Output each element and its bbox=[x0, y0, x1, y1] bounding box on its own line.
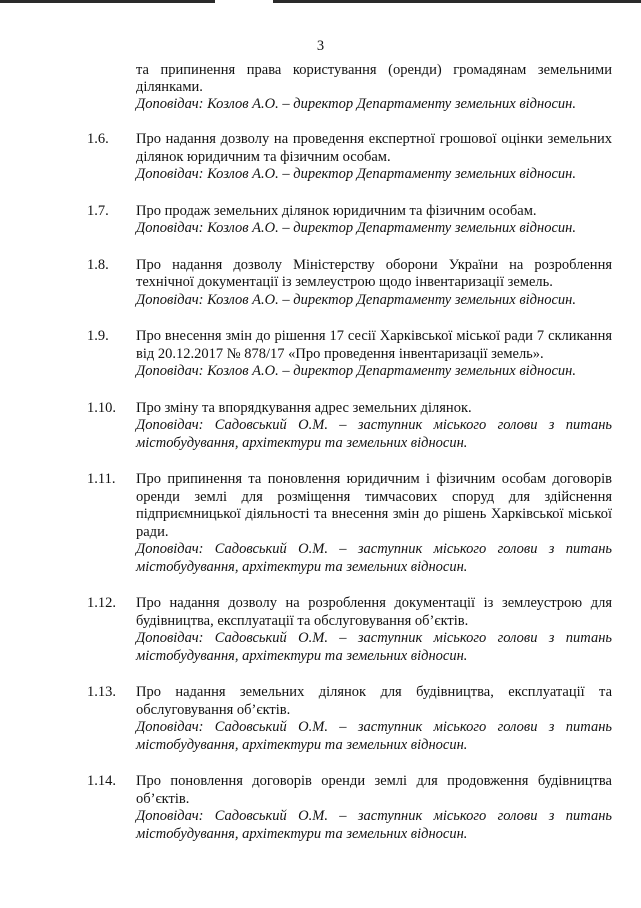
agenda-item-number: 1.11. bbox=[87, 471, 116, 487]
agenda-item-number: 1.7. bbox=[87, 202, 109, 219]
agenda-item-body bbox=[136, 684, 612, 754]
agenda-item bbox=[0, 131, 641, 184]
agenda-item-title: Про надання дозволу Міністерству оборони України на розроблення технічної документації із землеустрою щодо інвентаризації земель. bbox=[136, 256, 612, 290]
agenda-item-body bbox=[136, 131, 612, 184]
agenda-item-body bbox=[136, 595, 612, 665]
agenda-item-title: Про поновлення договорів оренди землі для продовження будівництва об’єктів. bbox=[136, 773, 612, 807]
page-number: 3 bbox=[316, 38, 325, 54]
agenda-item-speaker: Доповідач: Козлов А.О. – директор Департаменту земельних відносин. bbox=[136, 363, 576, 379]
agenda-item-number: 1.13. bbox=[87, 684, 116, 700]
agenda-item-title: Про надання земельних ділянок для будівництва, експлуатації та обслуговування об’єктів. bbox=[136, 684, 612, 718]
agenda-item-body bbox=[136, 203, 612, 238]
agenda-item-title: Про продаж земельних ділянок юридичним та фізичним особам. bbox=[136, 202, 537, 219]
scan-top-edge bbox=[0, 0, 641, 3]
agenda-item-number: 1.14. bbox=[87, 773, 116, 789]
agenda-item-speaker: Доповідач: Козлов А.О. – директор Департаменту земельних відносин. bbox=[136, 96, 576, 112]
agenda-item bbox=[0, 328, 641, 381]
agenda-item-speaker: Доповідач: Садовський О.М. – заступник міського голови з питань містобудування, архітектури та земельних відносин. bbox=[136, 808, 612, 842]
agenda-item-number: 1.9. bbox=[87, 328, 109, 344]
agenda-item bbox=[0, 684, 641, 754]
agenda-item-title: та припинення права користування (оренди) громадянам земельними ділянками. bbox=[136, 62, 612, 95]
agenda-list bbox=[0, 131, 641, 862]
agenda-item-speaker: Доповідач: Садовський О.М. – заступник міського голови з питань містобудування, архітектури та земельних відносин. bbox=[136, 719, 612, 753]
agenda-item-title: Про зміну та впорядкування адрес земельних ділянок. bbox=[136, 399, 472, 416]
agenda-item-speaker: Доповідач: Садовський О.М. – заступник міського голови з питань містобудування, архітектури та земельних відносин. bbox=[136, 417, 612, 451]
agenda-item-title: Про надання дозволу на розроблення документації із землеустрою для будівництва, експлуатації та обслуговування об’єктів. bbox=[136, 595, 612, 629]
agenda-item-speaker: Доповідач: Козлов А.О. – директор Департаменту земельних відносин. bbox=[136, 166, 576, 182]
agenda-item-speaker: Доповідач: Козлов А.О. – директор Департаменту земельних відносин. bbox=[136, 220, 576, 236]
agenda-item-number: 1.10. bbox=[87, 399, 116, 416]
agenda-item-continuation bbox=[136, 62, 612, 113]
agenda-item bbox=[0, 257, 641, 310]
agenda-item-body bbox=[136, 773, 612, 843]
agenda-item-title: Про надання дозволу на проведення експертної грошової оцінки земельних ділянок юридичним та фізичним особам. bbox=[136, 131, 612, 165]
agenda-item-speaker: Доповідач: Козлов А.О. – директор Департаменту земельних відносин. bbox=[136, 291, 576, 308]
agenda-item bbox=[0, 471, 641, 576]
agenda-item bbox=[0, 595, 641, 665]
agenda-item-title: Про припинення та поновлення юридичним і фізичним особам договорів оренди землі для розміщення тимчасових споруд для здійснення підприємницької діяльності та внесення змін до рішень Харківської міської ради. bbox=[136, 471, 612, 540]
agenda-item-number: 1.6. bbox=[87, 131, 109, 147]
agenda-item-number: 1.8. bbox=[87, 256, 109, 273]
agenda-item bbox=[0, 773, 641, 843]
agenda-item bbox=[0, 203, 641, 238]
agenda-item-number: 1.12. bbox=[87, 595, 116, 611]
agenda-item-speaker: Доповідач: Садовський О.М. – заступник міського голови з питань містобудування, архітектури та земельних відносин. bbox=[136, 541, 612, 575]
agenda-item-body bbox=[136, 471, 612, 576]
agenda-item-speaker: Доповідач: Садовський О.М. – заступник міського голови з питань містобудування, архітектури та земельних відносин. bbox=[136, 630, 612, 664]
scan-edge-gap bbox=[215, 0, 273, 3]
agenda-item-body bbox=[136, 257, 612, 310]
agenda-item-body bbox=[136, 400, 612, 453]
agenda-item-title: Про внесення змін до рішення 17 сесії Харківської міської ради 7 скликання від 20.12.2017 № 878/17 «Про проведення інвентаризації земель». bbox=[136, 328, 612, 362]
agenda-item-body bbox=[136, 328, 612, 381]
agenda-item bbox=[0, 400, 641, 453]
